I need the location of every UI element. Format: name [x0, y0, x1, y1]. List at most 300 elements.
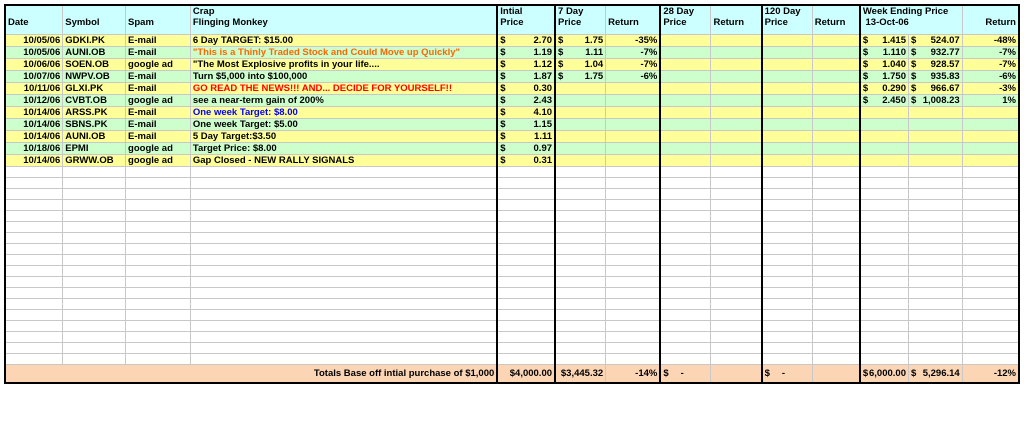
- total-day120-price-cell[interactable]: [762, 365, 813, 384]
- initial-price-cell[interactable]: [497, 35, 555, 47]
- empty-cell[interactable]: [812, 244, 860, 255]
- initial-price-cell[interactable]: [497, 155, 555, 167]
- empty-cell[interactable]: [860, 255, 909, 266]
- symbol-cell[interactable]: AUNI.OB: [63, 47, 126, 59]
- empty-cell[interactable]: [860, 321, 909, 332]
- empty-cell[interactable]: [497, 178, 555, 189]
- empty-cell[interactable]: [812, 222, 860, 233]
- empty-cell[interactable]: [497, 354, 555, 365]
- empty-cell[interactable]: [908, 277, 962, 288]
- empty-cell[interactable]: [126, 178, 191, 189]
- empty-cell[interactable]: [962, 200, 1019, 211]
- day7-price-cell[interactable]: [555, 107, 606, 119]
- empty-cell[interactable]: [497, 255, 555, 266]
- empty-cell[interactable]: [5, 211, 63, 222]
- date-cell[interactable]: 10/14/06: [5, 119, 63, 131]
- day120-price-cell[interactable]: [762, 107, 813, 119]
- empty-cell[interactable]: [606, 332, 661, 343]
- day28-price-cell[interactable]: [660, 47, 711, 59]
- day120-return-cell[interactable]: [812, 71, 860, 83]
- symbol-cell[interactable]: GDKI.PK: [63, 35, 126, 47]
- day28-return-cell[interactable]: [711, 107, 762, 119]
- empty-cell[interactable]: [660, 233, 711, 244]
- empty-cell[interactable]: [962, 211, 1019, 222]
- day7-return-cell[interactable]: [606, 95, 661, 107]
- empty-cell[interactable]: [812, 288, 860, 299]
- week-price-cell[interactable]: [860, 107, 909, 119]
- initial-price-cell[interactable]: [497, 71, 555, 83]
- empty-cell[interactable]: [762, 200, 813, 211]
- empty-cell[interactable]: [711, 222, 762, 233]
- empty-cell[interactable]: [555, 310, 606, 321]
- empty-cell[interactable]: [762, 354, 813, 365]
- day28-return-cell[interactable]: [711, 47, 762, 59]
- empty-cell[interactable]: [497, 277, 555, 288]
- empty-cell[interactable]: [762, 222, 813, 233]
- day28-return-cell[interactable]: [711, 131, 762, 143]
- empty-cell[interactable]: [5, 255, 63, 266]
- empty-cell[interactable]: [5, 266, 63, 277]
- date-cell[interactable]: 10/11/06: [5, 83, 63, 95]
- empty-cell[interactable]: [126, 277, 191, 288]
- day120-price-cell[interactable]: [762, 143, 813, 155]
- day120-return-cell[interactable]: [812, 107, 860, 119]
- empty-cell[interactable]: [812, 332, 860, 343]
- empty-cell[interactable]: [962, 244, 1019, 255]
- date-cell[interactable]: 10/18/06: [5, 143, 63, 155]
- empty-cell[interactable]: [190, 233, 497, 244]
- day7-return-cell[interactable]: [606, 131, 661, 143]
- empty-cell[interactable]: [63, 189, 126, 200]
- empty-cell[interactable]: [762, 343, 813, 354]
- symbol-cell[interactable]: ARSS.PK: [63, 107, 126, 119]
- empty-cell[interactable]: [908, 299, 962, 310]
- empty-cell[interactable]: [908, 167, 962, 178]
- empty-cell[interactable]: [497, 288, 555, 299]
- empty-cell[interactable]: [860, 266, 909, 277]
- empty-cell[interactable]: [126, 255, 191, 266]
- empty-cell[interactable]: [497, 310, 555, 321]
- week-return-cell[interactable]: -3%: [962, 83, 1019, 95]
- week-return-cell[interactable]: [962, 143, 1019, 155]
- day7-price-cell[interactable]: [555, 47, 606, 59]
- empty-cell[interactable]: [860, 244, 909, 255]
- empty-cell[interactable]: [908, 255, 962, 266]
- day7-return-cell[interactable]: [606, 83, 661, 95]
- day7-price-cell[interactable]: [555, 119, 606, 131]
- empty-cell[interactable]: [660, 244, 711, 255]
- empty-cell[interactable]: [711, 189, 762, 200]
- empty-cell[interactable]: [711, 200, 762, 211]
- week-price-cell[interactable]: [860, 83, 909, 95]
- empty-cell[interactable]: [762, 211, 813, 222]
- empty-cell[interactable]: [711, 321, 762, 332]
- empty-cell[interactable]: [962, 288, 1019, 299]
- initial-price-cell[interactable]: [497, 59, 555, 71]
- empty-cell[interactable]: [762, 321, 813, 332]
- symbol-cell[interactable]: GRWW.OB: [63, 155, 126, 167]
- day120-price-cell[interactable]: [762, 119, 813, 131]
- empty-cell[interactable]: [812, 343, 860, 354]
- empty-cell[interactable]: [5, 288, 63, 299]
- day28-price-cell[interactable]: [660, 143, 711, 155]
- empty-cell[interactable]: [762, 244, 813, 255]
- empty-cell[interactable]: [63, 200, 126, 211]
- empty-cell[interactable]: [190, 354, 497, 365]
- empty-cell[interactable]: [555, 288, 606, 299]
- empty-cell[interactable]: [126, 167, 191, 178]
- empty-cell[interactable]: [606, 167, 661, 178]
- empty-cell[interactable]: [812, 321, 860, 332]
- empty-cell[interactable]: [860, 189, 909, 200]
- total-day7-price-cell[interactable]: $3,445.32: [555, 365, 606, 384]
- empty-cell[interactable]: [126, 310, 191, 321]
- empty-cell[interactable]: [860, 167, 909, 178]
- spam-cell[interactable]: E-mail: [126, 119, 191, 131]
- empty-cell[interactable]: [908, 178, 962, 189]
- empty-cell[interactable]: [5, 321, 63, 332]
- empty-cell[interactable]: [497, 189, 555, 200]
- empty-cell[interactable]: [711, 277, 762, 288]
- empty-cell[interactable]: [762, 266, 813, 277]
- empty-cell[interactable]: [555, 255, 606, 266]
- day120-return-cell[interactable]: [812, 131, 860, 143]
- empty-cell[interactable]: [860, 277, 909, 288]
- day7-price-cell[interactable]: [555, 95, 606, 107]
- crap-cell[interactable]: Gap Closed - NEW RALLY SIGNALS: [190, 155, 497, 167]
- empty-cell[interactable]: [126, 332, 191, 343]
- symbol-cell[interactable]: NWPV.OB: [63, 71, 126, 83]
- empty-cell[interactable]: [711, 332, 762, 343]
- crap-cell[interactable]: One week Target: $5.00: [190, 119, 497, 131]
- date-cell[interactable]: 10/06/06: [5, 59, 63, 71]
- empty-cell[interactable]: [711, 343, 762, 354]
- empty-cell[interactable]: [812, 189, 860, 200]
- empty-cell[interactable]: [762, 233, 813, 244]
- empty-cell[interactable]: [860, 354, 909, 365]
- empty-cell[interactable]: [812, 178, 860, 189]
- empty-cell[interactable]: [660, 266, 711, 277]
- empty-cell[interactable]: [711, 266, 762, 277]
- empty-cell[interactable]: [126, 222, 191, 233]
- day120-price-cell[interactable]: [762, 35, 813, 47]
- initial-price-cell[interactable]: [497, 119, 555, 131]
- empty-cell[interactable]: [660, 288, 711, 299]
- empty-cell[interactable]: [908, 321, 962, 332]
- empty-cell[interactable]: [190, 288, 497, 299]
- day120-return-cell[interactable]: [812, 143, 860, 155]
- empty-cell[interactable]: [762, 178, 813, 189]
- date-cell[interactable]: 10/05/06: [5, 35, 63, 47]
- day28-return-cell[interactable]: [711, 119, 762, 131]
- empty-cell[interactable]: [555, 266, 606, 277]
- week-value-cell[interactable]: [908, 95, 962, 107]
- empty-cell[interactable]: [860, 178, 909, 189]
- empty-cell[interactable]: [5, 354, 63, 365]
- empty-cell[interactable]: [962, 233, 1019, 244]
- week-price-cell[interactable]: [860, 35, 909, 47]
- day28-price-cell[interactable]: [660, 95, 711, 107]
- empty-cell[interactable]: [190, 299, 497, 310]
- empty-cell[interactable]: [606, 288, 661, 299]
- empty-cell[interactable]: [5, 277, 63, 288]
- spam-cell[interactable]: google ad: [126, 155, 191, 167]
- empty-cell[interactable]: [63, 266, 126, 277]
- empty-cell[interactable]: [126, 189, 191, 200]
- crap-cell[interactable]: One week Target: $8.00: [190, 107, 497, 119]
- day120-price-cell[interactable]: [762, 71, 813, 83]
- empty-cell[interactable]: [63, 288, 126, 299]
- empty-cell[interactable]: [497, 343, 555, 354]
- spam-cell[interactable]: E-mail: [126, 35, 191, 47]
- empty-cell[interactable]: [962, 178, 1019, 189]
- empty-cell[interactable]: [908, 222, 962, 233]
- empty-cell[interactable]: [860, 233, 909, 244]
- empty-cell[interactable]: [660, 255, 711, 266]
- empty-cell[interactable]: [63, 255, 126, 266]
- symbol-cell[interactable]: CVBT.OB: [63, 95, 126, 107]
- empty-cell[interactable]: [555, 332, 606, 343]
- week-price-cell[interactable]: [860, 131, 909, 143]
- empty-cell[interactable]: [63, 178, 126, 189]
- empty-cell[interactable]: [5, 299, 63, 310]
- empty-cell[interactable]: [63, 310, 126, 321]
- empty-cell[interactable]: [908, 211, 962, 222]
- day28-return-cell[interactable]: [711, 59, 762, 71]
- empty-cell[interactable]: [711, 167, 762, 178]
- empty-cell[interactable]: [962, 299, 1019, 310]
- spam-cell[interactable]: google ad: [126, 95, 191, 107]
- empty-cell[interactable]: [555, 189, 606, 200]
- empty-cell[interactable]: [555, 299, 606, 310]
- empty-cell[interactable]: [555, 244, 606, 255]
- symbol-cell[interactable]: GLXI.PK: [63, 83, 126, 95]
- empty-cell[interactable]: [660, 277, 711, 288]
- date-cell[interactable]: 10/07/06: [5, 71, 63, 83]
- empty-cell[interactable]: [63, 321, 126, 332]
- day7-price-cell[interactable]: [555, 83, 606, 95]
- empty-cell[interactable]: [497, 321, 555, 332]
- week-return-cell[interactable]: -7%: [962, 47, 1019, 59]
- empty-cell[interactable]: [126, 343, 191, 354]
- empty-cell[interactable]: [5, 343, 63, 354]
- empty-cell[interactable]: [126, 354, 191, 365]
- empty-cell[interactable]: [606, 321, 661, 332]
- spam-cell[interactable]: E-mail: [126, 131, 191, 143]
- empty-cell[interactable]: [63, 167, 126, 178]
- empty-cell[interactable]: [63, 299, 126, 310]
- empty-cell[interactable]: [711, 354, 762, 365]
- empty-cell[interactable]: [190, 310, 497, 321]
- day7-price-cell[interactable]: [555, 59, 606, 71]
- crap-cell[interactable]: 6 Day TARGET: $15.00: [190, 35, 497, 47]
- empty-cell[interactable]: [126, 233, 191, 244]
- empty-cell[interactable]: [190, 321, 497, 332]
- total-day28-return-cell[interactable]: [711, 365, 762, 384]
- day7-price-cell[interactable]: [555, 143, 606, 155]
- empty-cell[interactable]: [5, 178, 63, 189]
- empty-cell[interactable]: [860, 222, 909, 233]
- spam-cell[interactable]: google ad: [126, 59, 191, 71]
- day7-return-cell[interactable]: [606, 143, 661, 155]
- empty-cell[interactable]: [711, 299, 762, 310]
- total-week-return-cell[interactable]: -12%: [962, 365, 1019, 384]
- empty-cell[interactable]: [63, 332, 126, 343]
- day120-return-cell[interactable]: [812, 59, 860, 71]
- week-price-cell[interactable]: [860, 119, 909, 131]
- empty-cell[interactable]: [860, 200, 909, 211]
- week-return-cell[interactable]: [962, 155, 1019, 167]
- empty-cell[interactable]: [606, 277, 661, 288]
- empty-cell[interactable]: [190, 222, 497, 233]
- empty-cell[interactable]: [860, 288, 909, 299]
- empty-cell[interactable]: [660, 178, 711, 189]
- empty-cell[interactable]: [606, 211, 661, 222]
- empty-cell[interactable]: [190, 255, 497, 266]
- empty-cell[interactable]: [660, 200, 711, 211]
- empty-cell[interactable]: [126, 321, 191, 332]
- empty-cell[interactable]: [190, 211, 497, 222]
- day120-price-cell[interactable]: [762, 47, 813, 59]
- empty-cell[interactable]: [711, 211, 762, 222]
- empty-cell[interactable]: [711, 255, 762, 266]
- empty-cell[interactable]: [63, 233, 126, 244]
- day28-price-cell[interactable]: [660, 119, 711, 131]
- empty-cell[interactable]: [63, 222, 126, 233]
- day120-return-cell[interactable]: [812, 47, 860, 59]
- week-return-cell[interactable]: [962, 119, 1019, 131]
- week-return-cell[interactable]: -7%: [962, 59, 1019, 71]
- empty-cell[interactable]: [190, 200, 497, 211]
- week-value-cell[interactable]: [908, 119, 962, 131]
- empty-cell[interactable]: [555, 343, 606, 354]
- day7-return-cell[interactable]: -7%: [606, 59, 661, 71]
- empty-cell[interactable]: [606, 266, 661, 277]
- empty-cell[interactable]: [908, 200, 962, 211]
- empty-cell[interactable]: [762, 288, 813, 299]
- empty-cell[interactable]: [860, 343, 909, 354]
- week-return-cell[interactable]: -6%: [962, 71, 1019, 83]
- empty-cell[interactable]: [606, 222, 661, 233]
- day28-price-cell[interactable]: [660, 35, 711, 47]
- empty-cell[interactable]: [860, 310, 909, 321]
- empty-cell[interactable]: [711, 233, 762, 244]
- week-value-cell[interactable]: [908, 83, 962, 95]
- empty-cell[interactable]: [812, 233, 860, 244]
- empty-cell[interactable]: [762, 255, 813, 266]
- empty-cell[interactable]: [962, 310, 1019, 321]
- empty-cell[interactable]: [126, 266, 191, 277]
- empty-cell[interactable]: [711, 244, 762, 255]
- empty-cell[interactable]: [497, 167, 555, 178]
- empty-cell[interactable]: [962, 332, 1019, 343]
- empty-cell[interactable]: [660, 167, 711, 178]
- day7-price-cell[interactable]: [555, 71, 606, 83]
- day7-return-cell[interactable]: -7%: [606, 47, 661, 59]
- empty-cell[interactable]: [812, 211, 860, 222]
- empty-cell[interactable]: [812, 266, 860, 277]
- spam-cell[interactable]: E-mail: [126, 47, 191, 59]
- empty-cell[interactable]: [606, 178, 661, 189]
- empty-cell[interactable]: [606, 200, 661, 211]
- empty-cell[interactable]: [555, 354, 606, 365]
- empty-cell[interactable]: [606, 233, 661, 244]
- empty-cell[interactable]: [606, 255, 661, 266]
- empty-cell[interactable]: [497, 332, 555, 343]
- empty-cell[interactable]: [812, 255, 860, 266]
- week-price-cell[interactable]: [860, 71, 909, 83]
- crap-cell[interactable]: Turn $5,000 into $100,000: [190, 71, 497, 83]
- empty-cell[interactable]: [5, 189, 63, 200]
- empty-cell[interactable]: [497, 244, 555, 255]
- date-cell[interactable]: 10/14/06: [5, 107, 63, 119]
- empty-cell[interactable]: [762, 189, 813, 200]
- empty-cell[interactable]: [126, 200, 191, 211]
- empty-cell[interactable]: [606, 189, 661, 200]
- day28-price-cell[interactable]: [660, 59, 711, 71]
- empty-cell[interactable]: [606, 244, 661, 255]
- empty-cell[interactable]: [812, 200, 860, 211]
- empty-cell[interactable]: [762, 167, 813, 178]
- day120-return-cell[interactable]: [812, 35, 860, 47]
- week-price-cell[interactable]: [860, 95, 909, 107]
- empty-cell[interactable]: [555, 233, 606, 244]
- empty-cell[interactable]: [497, 299, 555, 310]
- week-value-cell[interactable]: [908, 59, 962, 71]
- empty-cell[interactable]: [762, 277, 813, 288]
- empty-cell[interactable]: [606, 354, 661, 365]
- empty-cell[interactable]: [711, 178, 762, 189]
- day28-return-cell[interactable]: [711, 71, 762, 83]
- week-value-cell[interactable]: [908, 35, 962, 47]
- empty-cell[interactable]: [660, 332, 711, 343]
- empty-cell[interactable]: [497, 200, 555, 211]
- week-value-cell[interactable]: [908, 143, 962, 155]
- spam-cell[interactable]: E-mail: [126, 107, 191, 119]
- empty-cell[interactable]: [660, 299, 711, 310]
- day7-return-cell[interactable]: [606, 107, 661, 119]
- empty-cell[interactable]: [962, 266, 1019, 277]
- empty-cell[interactable]: [762, 332, 813, 343]
- empty-cell[interactable]: [555, 200, 606, 211]
- empty-cell[interactable]: [860, 332, 909, 343]
- week-value-cell[interactable]: [908, 71, 962, 83]
- day28-price-cell[interactable]: [660, 83, 711, 95]
- total-day7-return-cell[interactable]: -14%: [606, 365, 661, 384]
- empty-cell[interactable]: [126, 288, 191, 299]
- week-return-cell[interactable]: 1%: [962, 95, 1019, 107]
- symbol-cell[interactable]: EPMI: [63, 143, 126, 155]
- empty-cell[interactable]: [5, 310, 63, 321]
- empty-cell[interactable]: [497, 233, 555, 244]
- empty-cell[interactable]: [908, 332, 962, 343]
- date-cell[interactable]: 10/14/06: [5, 155, 63, 167]
- empty-cell[interactable]: [190, 332, 497, 343]
- empty-cell[interactable]: [908, 189, 962, 200]
- empty-cell[interactable]: [962, 255, 1019, 266]
- empty-cell[interactable]: [190, 178, 497, 189]
- empty-cell[interactable]: [606, 310, 661, 321]
- day120-return-cell[interactable]: [812, 83, 860, 95]
- empty-cell[interactable]: [555, 277, 606, 288]
- empty-cell[interactable]: [812, 167, 860, 178]
- date-cell[interactable]: 10/05/06: [5, 47, 63, 59]
- empty-cell[interactable]: [660, 310, 711, 321]
- empty-cell[interactable]: [908, 233, 962, 244]
- initial-price-cell[interactable]: [497, 143, 555, 155]
- empty-cell[interactable]: [497, 211, 555, 222]
- empty-cell[interactable]: [962, 277, 1019, 288]
